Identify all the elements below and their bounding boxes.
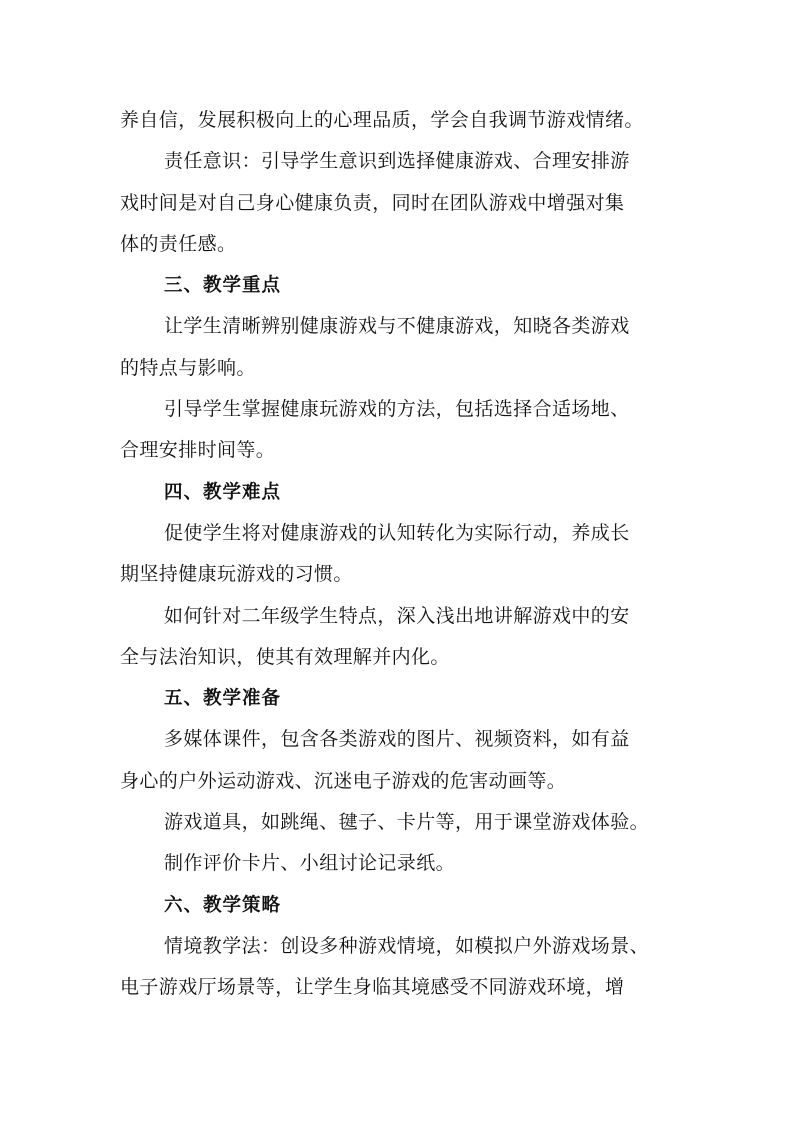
text-line-1: 养自信，发展积极向上的心理品质，学会自我调节游戏情绪。 (120, 109, 644, 131)
text-line-21: 情境教学法：创设多种游戏情境，如模拟户外游戏场景、 (164, 934, 650, 957)
text-line-11: 促使学生将对健康游戏的认知转化为实际行动，养成长 (164, 521, 630, 544)
text-line-22: 电子游戏厅场景等，让学生身临其境感受不同游戏环境，增 (120, 976, 625, 999)
text-line-3: 戏时间是对自己身心健康负责，同时在团队游戏中增强对集 (120, 191, 625, 214)
text-line-4: 体的责任感。 (120, 232, 237, 255)
text-line-17: 身心的户外运动游戏、沉迷电子游戏的危害动画等。 (120, 769, 567, 792)
text-line-8: 引导学生掌握健康玩游戏的方法，包括选择合适场地、 (164, 398, 630, 421)
document-body (120, 100, 680, 1009)
section-heading-6: 六、教学策略 (164, 894, 282, 916)
section-heading-3: 三、教学重点 (164, 275, 282, 297)
text-line-14: 全与法治知识，使其有效理解并内化。 (120, 645, 450, 668)
text-line-18: 游戏道具，如跳绳、毽子、卡片等，用于课堂游戏体验。 (164, 811, 650, 834)
text-line-16: 多媒体课件，包含各类游戏的图片、视频资料，如有益 (164, 728, 630, 751)
section-heading-5: 五、教学准备 (164, 688, 282, 710)
text-line-2: 责任意识：引导学生意识到选择健康游戏、合理安排游 (164, 150, 630, 173)
text-line-19: 制作评价卡片、小组讨论记录纸。 (164, 852, 456, 875)
text-line-7: 的特点与影响。 (120, 356, 256, 379)
text-line-12: 期坚持健康玩游戏的习惯。 (120, 563, 353, 586)
text-line-9: 合理安排时间等。 (120, 439, 276, 462)
text-line-13: 如何针对二年级学生特点，深入浅出地讲解游戏中的安 (164, 604, 630, 627)
text-line-6: 让学生清晰辨别健康游戏与不健康游戏，知晓各类游戏 (164, 315, 630, 338)
section-heading-4: 四、教学难点 (164, 481, 282, 503)
